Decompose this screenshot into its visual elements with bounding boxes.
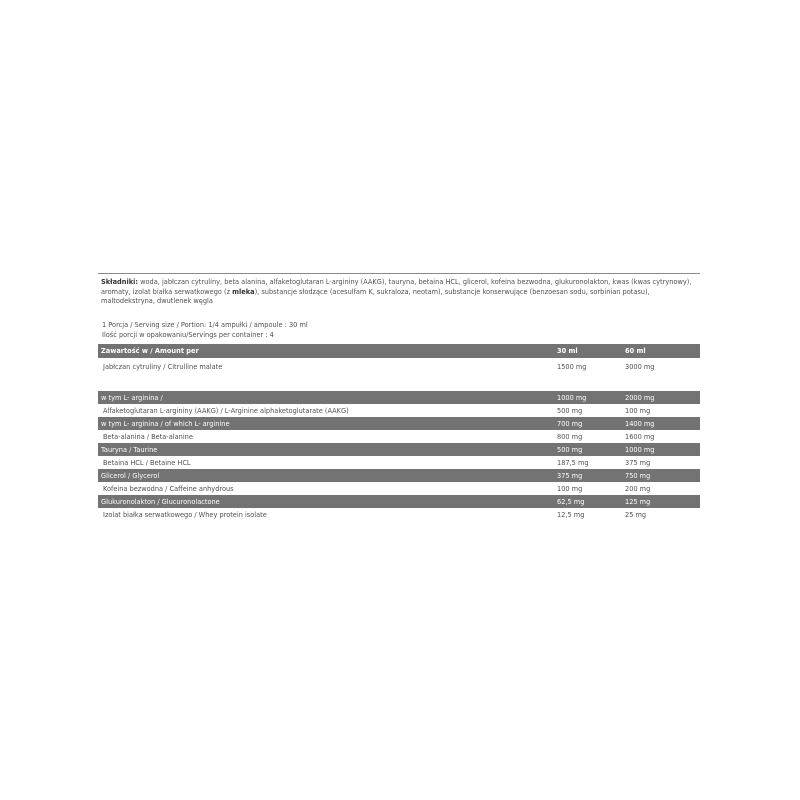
row-value-30ml: 800 mg xyxy=(553,430,621,443)
nutrition-panel xyxy=(98,273,700,519)
table-row xyxy=(98,482,700,495)
row-value-30ml: 500 mg xyxy=(553,404,621,417)
ingredients-label: Składniki: xyxy=(101,278,138,286)
table-row xyxy=(98,358,700,383)
table-row xyxy=(98,430,700,443)
table-row xyxy=(98,391,700,404)
ingredients-paragraph xyxy=(98,274,699,307)
nutrition-table xyxy=(98,344,700,521)
row-value-30ml: 1500 mg xyxy=(553,358,621,383)
row-value-30ml: 700 mg xyxy=(553,417,621,430)
row-value-60ml: 3000 mg xyxy=(621,358,700,383)
ingredients-text-b: ), substancje słodzące (acesulfam K, sukraloza, neotam), substancje konserwujące (benzoesan sodu, sorbinian potasu), maltodekstryna, dwutlenek węgla xyxy=(101,287,650,306)
allergen-milk: mleka xyxy=(232,287,255,296)
row-name: Glukuronolakton / Glucuronolactone xyxy=(98,495,553,508)
row-value-60ml: 2000 mg xyxy=(621,391,700,404)
row-value-60ml: 25 mg xyxy=(621,508,700,521)
row-value-60ml: 125 mg xyxy=(621,495,700,508)
row-name: Glicerol / Glycerol xyxy=(98,469,553,482)
table-row xyxy=(98,469,700,482)
table-row xyxy=(98,443,700,456)
ingredients-text-a: woda, jabłczan cytruliny, beta alanina, alfaketoglutaran L-argininy (AAKG), tauryna, betaina HCL, glicerol, kofeina bezwodna, glukuronolakton, kwas (kwas cytrynowy), aromaty, izolat białka serwatkowego (z xyxy=(101,278,692,296)
row-value-60ml: 1600 mg xyxy=(621,430,700,443)
row-value-60ml: 750 mg xyxy=(621,469,700,482)
row-value-30ml: 500 mg xyxy=(553,443,621,456)
table-row xyxy=(98,404,700,417)
row-value-30ml: 1000 mg xyxy=(553,391,621,404)
row-value-30ml: 62,5 mg xyxy=(553,495,621,508)
row-value-60ml: 1400 mg xyxy=(621,417,700,430)
header-amount-per: Zawartość w / Amount per xyxy=(98,344,553,358)
row-name: Kofeina bezwodna / Caffeine anhydrous xyxy=(98,482,553,495)
serving-info xyxy=(98,307,700,340)
row-name: w tym L- arginina / of which L- arginine xyxy=(98,417,553,430)
table-header-row xyxy=(98,344,700,358)
table-row xyxy=(98,456,700,469)
row-value-30ml: 187,5 mg xyxy=(553,456,621,469)
serving-size: 1 Porcja / Serving size / Portion: 1/4 ampułki / ampoule : 30 ml xyxy=(102,320,308,329)
row-value-30ml: 12,5 mg xyxy=(553,508,621,521)
header-30ml: 30 ml xyxy=(553,344,621,358)
row-name: Jabłczan cytruliny / Citrulline malate xyxy=(98,358,553,383)
row-name: Izolat białka serwatkowego / Whey protein isolate xyxy=(98,508,553,521)
row-value-30ml: 375 mg xyxy=(553,469,621,482)
row-value-30ml: 100 mg xyxy=(553,482,621,495)
row-name: Alfaketoglutaran L-argininy (AAKG) / L-Arginine alphaketoglutarate (AAKG) xyxy=(98,404,553,417)
row-name: Beta-alanina / Beta-alanine xyxy=(98,430,553,443)
row-value-60ml: 200 mg xyxy=(621,482,700,495)
row-value-60ml: 100 mg xyxy=(621,404,700,417)
servings-per-container: Ilość porcji w opakowaniu/Servings per container : 4 xyxy=(102,330,274,339)
row-name: Tauryna / Taurine xyxy=(98,443,553,456)
table-row xyxy=(98,495,700,508)
row-spacer xyxy=(98,383,700,391)
row-value-60ml: 1000 mg xyxy=(621,443,700,456)
row-value-60ml: 375 mg xyxy=(621,456,700,469)
table-row xyxy=(98,508,700,521)
header-60ml: 60 ml xyxy=(621,344,700,358)
row-name: w tym L- arginina / xyxy=(98,391,553,404)
table-row xyxy=(98,417,700,430)
row-name: Betaina HCL / Betaine HCL xyxy=(98,456,553,469)
